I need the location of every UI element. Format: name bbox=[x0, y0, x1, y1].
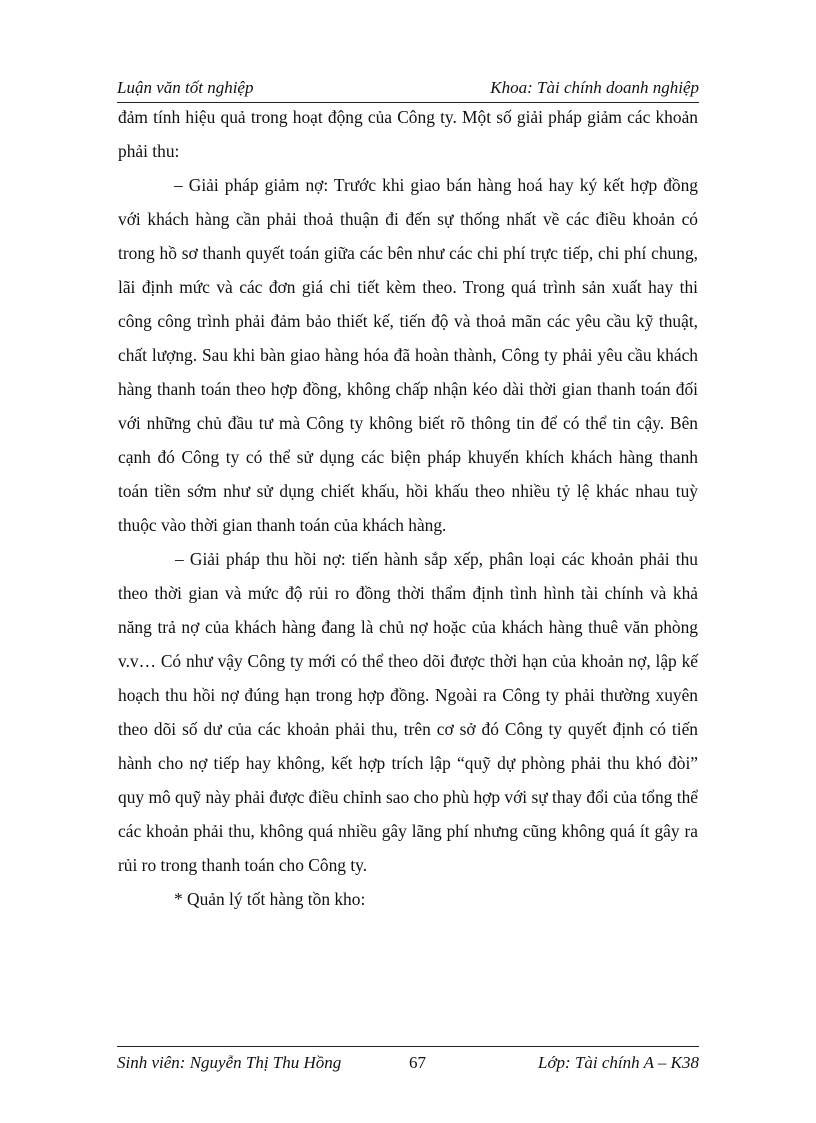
header-thesis-label: Luận văn tốt nghiệp bbox=[117, 78, 254, 97]
header-faculty-label: Khoa: Tài chính doanh nghiệp bbox=[490, 78, 699, 97]
paragraph-intro: đảm tính hiệu quả trong hoạt động của Công ty. Một số giải pháp giảm các khoản phải thu: bbox=[118, 107, 698, 161]
page-header bbox=[117, 74, 699, 103]
paragraph-inventory-heading: * Quản lý tốt hàng tồn kho: bbox=[174, 889, 366, 909]
page-footer bbox=[117, 1046, 699, 1077]
footer-student-name: Sinh viên: Nguyễn Thị Thu Hồng bbox=[117, 1053, 342, 1072]
paragraph-debt-recovery: – Giải pháp thu hồi nợ: tiến hành sắp xếp, phân loại các khoản phải thu theo thời gian và mức độ rủi ro đồng thời thẩm định tình hình tài chính và khả năng trả nợ của khách hàng đang là chủ nợ hoặc của khách hàng thuê văn phòng v.v… Có như vậy Công ty mới có thể theo dõi được thời hạn của khoản nợ, lập kế hoạch thu hồi nợ đúng hạn trong hợp đồng. Ngoài ra Công ty phải thường xuyên theo dõi số dư của các khoản phải thu, trên cơ sở đó Công ty quyết định có tiến hành cho nợ tiếp hay không, kết hợp trích lập “quỹ dự phòng phải thu khó đòi” quy mô quỹ này phải được điều chỉnh sao cho phù hợp với sự thay đổi của tổng thể các khoản phải thu, không quá nhiều gây lãng phí nhưng cũng không quá ít gây ra rủi ro trong thanh toán cho Công ty. bbox=[118, 549, 698, 875]
paragraph-debt-reduction: – Giải pháp giảm nợ: Trước khi giao bán hàng hoá hay ký kết hợp đồng với khách hàng cần phải thoả thuận đi đến sự thống nhất về các điều khoản có trong hồ sơ thanh quyết toán giữa các bên như các chi phí trực tiếp, chi phí chung, lãi định mức và các đơn giá chi tiết kèm theo. Trong quá trình sản xuất hay thi công công trình phải đảm bảo thiết kế, tiến độ và thoả mãn các yêu cầu kỹ thuật, chất lượng. Sau khi bàn giao hàng hóa đã hoàn thành, Công ty phải yêu cầu khách hàng thanh toán theo hợp đồng, không chấp nhận kéo dài thời gian thanh toán đối với những chủ đầu tư mà Công ty không biết rõ thông tin để có thể tin cậy. Bên cạnh đó Công ty có thể sử dụng các biện pháp khuyến khích khách hàng thanh toán tiền sớm như sử dụng chiết khấu, hồi khấu theo nhiều tỷ lệ khác nhau tuỳ thuộc vào thời gian thanh toán của khách hàng. bbox=[118, 175, 698, 535]
footer-class-label: Lớp: Tài chính A – K38 bbox=[538, 1053, 699, 1072]
page-number: 67 bbox=[409, 1053, 426, 1072]
document-body bbox=[118, 100, 698, 916]
